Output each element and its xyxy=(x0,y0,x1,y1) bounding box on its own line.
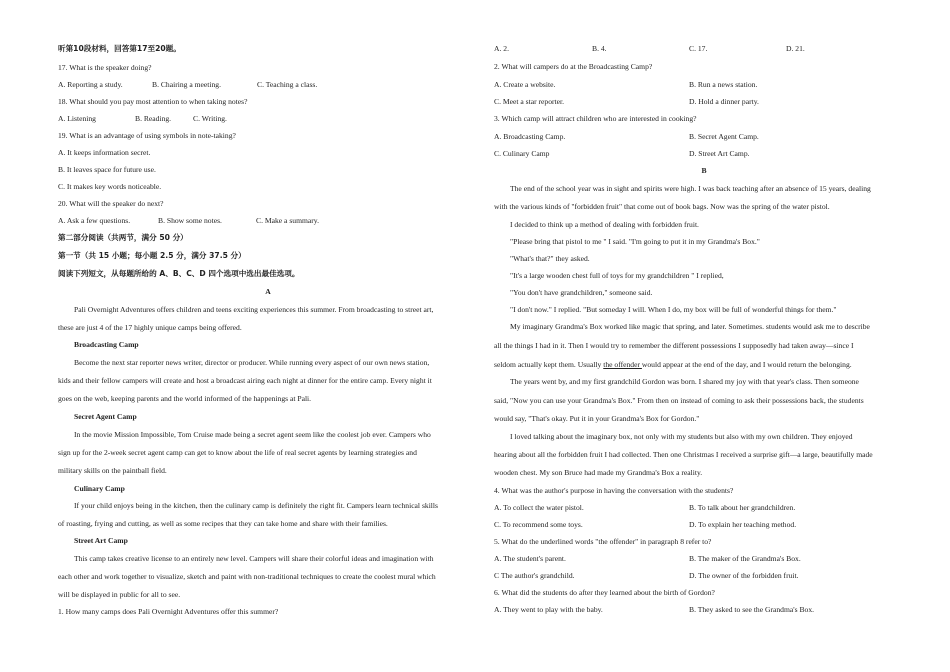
question-3: 3. Which camp will attract children who are interested in cooking? xyxy=(494,114,697,123)
q17-option-b: B. Chairing a meeting. xyxy=(152,80,221,89)
q3-option-d: D. Street Art Camp. xyxy=(689,149,750,158)
q1-option-d: D. 21. xyxy=(786,44,805,53)
q3-option-c: C. Culinary Camp xyxy=(494,149,550,158)
question-20: 20. What will the speaker do next? xyxy=(58,199,164,208)
para-5: "It's a large wooden chest full of toys for my grandchildren " I replied, xyxy=(510,271,724,280)
section-1-header: 第一节（共 15 小题；每小题 2.5 分，满分 37.5 分） xyxy=(58,251,246,260)
para-10-line-3: wooden chest. My son Bruce had made my Grandma's Box a reality. xyxy=(494,468,703,477)
question-1: 1. How many camps does Pali Overnight Adventures offer this summer? xyxy=(58,607,279,616)
q2-option-b: B. Run a news station. xyxy=(689,80,758,89)
q5-option-d: D. The owner of the forbidden fruit. xyxy=(689,571,799,580)
broadcasting-line-3: goes on the web, keeping parents and the world informed of the happenings at Pali. xyxy=(58,394,312,403)
q2-option-d: D. Hold a dinner party. xyxy=(689,97,759,106)
broadcasting-line-1: Become the next star reporter news writer, director or producer. While running every aspect of our own news station, xyxy=(74,358,430,367)
para-8-line-1: My imaginary Grandma's Box worked like magic that spring, and later. Sometimes. students would ask me to describe xyxy=(510,322,870,331)
q18-option-b: B. Reading. xyxy=(135,114,172,123)
street-art-line-1: This camp takes creative license to an entirely new level. Campers will share their colorful ideas and imagination with xyxy=(74,554,434,563)
para-9-line-2: said, "Now you can use your Grandma's Box." From then on instead of coming to ask their possessions back, the students xyxy=(494,396,864,405)
q2-option-c: C. Meet a star reporter. xyxy=(494,97,565,106)
intro-line-2: these are just 4 of the 17 highly unique camps being offered. xyxy=(58,323,242,332)
passage-a-label: A xyxy=(265,287,271,296)
secret-agent-line-1: In the movie Mission Impossible, Tom Cruise made being a secret agent seem like the coolest job ever. Campers who xyxy=(74,430,431,439)
question-17: 17. What is the speaker doing? xyxy=(58,63,152,72)
para-3: "Please bring that pistol to me " I said. "I'm going to put it in my Grandma's Box." xyxy=(510,237,760,246)
para-9-line-3: would say, "That's okay. Put it in your Grandma's Box for Gordon." xyxy=(494,414,700,423)
q1-option-a: A. 2. xyxy=(494,44,509,53)
para-1-line-2: with the various kinds of "forbidden fruit" that come out of book bags. Now was the spring of the water pistol. xyxy=(494,202,830,211)
secret-agent-line-3: military skills on the paintball field. xyxy=(58,466,167,475)
q5-option-c: C The author's grandchild. xyxy=(494,571,575,580)
part-2-header: 第二部分阅读（共两节，满分 50 分） xyxy=(58,233,188,242)
question-18: 18. What should you pay most attention to when taking notes? xyxy=(58,97,248,106)
para-2: I decided to think up a method of dealing with forbidden fruit. xyxy=(510,220,699,229)
para-10-line-1: I loved talking about the imaginary box, not only with my students but also with my own children. They enjoyed xyxy=(510,432,853,441)
q17-option-a: A. Reporting a study. xyxy=(58,80,123,89)
q20-option-b: B. Show some notes. xyxy=(158,216,222,225)
secret-agent-camp-title: Secret Agent Camp xyxy=(74,412,137,421)
street-art-line-2: each other and work together to visualize, sketch and paint with non-traditional techniques to create the coolest mural which xyxy=(58,572,436,581)
q6-option-b: B. They asked to see the Grandma's Box. xyxy=(689,605,815,614)
para-4: "What's that?" they asked. xyxy=(510,254,590,263)
secret-agent-line-2: sign up for the 2-week secret agent camp can get to know about the life of real secret agents by learning strategies and xyxy=(58,448,417,457)
q19-option-b: B. It leaves space for future use. xyxy=(58,165,156,174)
section-10-header: 听第10段材料，回答第17至20题。 xyxy=(58,44,181,53)
broadcasting-line-2: kids and their fellow campers will create and host a broadcast airing each night at dinner for the entire camp. Every night it xyxy=(58,376,432,385)
q18-option-a: A. Listening xyxy=(58,114,96,123)
q20-option-c: C. Make a summary. xyxy=(256,216,319,225)
q4-option-b: B. To talk about her grandchildren. xyxy=(689,503,796,512)
culinary-line-2: of roasting, frying and cutting, as well as some recipes that they can take home and share with their families. xyxy=(58,519,388,528)
question-2: 2. What will campers do at the Broadcasting Camp? xyxy=(494,62,653,71)
broadcasting-camp-title: Broadcasting Camp xyxy=(74,340,139,349)
question-5: 5. What do the underlined words "the offender" in paragraph 8 refer to? xyxy=(494,537,712,546)
q17-option-c: C. Teaching a class. xyxy=(257,80,318,89)
culinary-camp-title: Culinary Camp xyxy=(74,484,125,493)
street-art-line-3: will be displayed in public for all to see. xyxy=(58,590,181,599)
q4-option-a: A. To collect the water pistol. xyxy=(494,503,584,512)
street-art-camp-title: Street Art Camp xyxy=(74,536,128,545)
question-4: 4. What was the author's purpose in having the conversation with the students? xyxy=(494,486,734,495)
culinary-line-1: If your child enjoys being in the kitchen, then the culinary camp is definitely the right fit. Campers learn technical skills xyxy=(74,501,438,510)
passage-b-label: B xyxy=(701,166,707,175)
q5-option-a: A. The student's parent. xyxy=(494,554,566,563)
para-8-text-a: seldom actually kept them. Usually xyxy=(494,360,604,369)
q19-option-a: A. It keeps information secret. xyxy=(58,148,151,157)
q1-option-c: C. 17. xyxy=(689,44,708,53)
intro-line-1: Pali Overnight Adventures offers children and teens exciting experiences this summer. From broadcasting to street art, xyxy=(74,305,434,314)
q6-option-a: A. They went to play with the baby. xyxy=(494,605,603,614)
question-6: 6. What did the students do after they learned about the birth of Gordon? xyxy=(494,588,715,597)
para-8-line-2: all the things I had in it. Then I would try to remember the different possessions I supposedly had taken away—since I xyxy=(494,341,854,350)
question-19: 19. What is an advantage of using symbols in note-taking? xyxy=(58,131,236,140)
para-8-line-3 xyxy=(494,360,852,369)
para-9-line-1: The years went by, and my first grandchild Gordon was born. I shared my joy with that year's class. Then someone xyxy=(510,377,859,386)
para-1-line-1: The end of the school year was in sight and spirits were high. I was back teaching after an absence of 15 years, dealing xyxy=(510,184,871,193)
para-7: "I don't now." I replied. "But someday I will. When I do, my box will be full of wonderful things for them." xyxy=(510,305,837,314)
q4-option-c: C. To recommend some toys. xyxy=(494,520,583,529)
q2-option-a: A. Create a website. xyxy=(494,80,556,89)
q3-option-b: B. Secret Agent Camp. xyxy=(689,132,759,141)
para-10-line-2: hearing about all the forbidden fruit I had collected. Then one Christmas I received a surprise gift—a large, beautifully made xyxy=(494,450,873,459)
q18-option-c: C. Writing. xyxy=(193,114,227,123)
para-8-text-b: would appear at the end of the day, and I would return the belonging. xyxy=(641,360,852,369)
reading-instruction: 阅读下列短文，从每题所给的 A、B、C、D 四个选项中选出最佳选项。 xyxy=(58,269,300,278)
underlined-offender: the offender xyxy=(603,360,642,369)
q5-option-b: B. The maker of the Grandma's Box. xyxy=(689,554,801,563)
q3-option-a: A. Broadcasting Camp. xyxy=(494,132,566,141)
para-6: "You don't have grandchildren," someone said. xyxy=(510,288,653,297)
q20-option-a: A. Ask a few questions. xyxy=(58,216,131,225)
q4-option-d: D. To explain her teaching method. xyxy=(689,520,797,529)
q19-option-c: C. It makes key words noticeable. xyxy=(58,182,162,191)
q1-option-b: B. 4. xyxy=(592,44,607,53)
